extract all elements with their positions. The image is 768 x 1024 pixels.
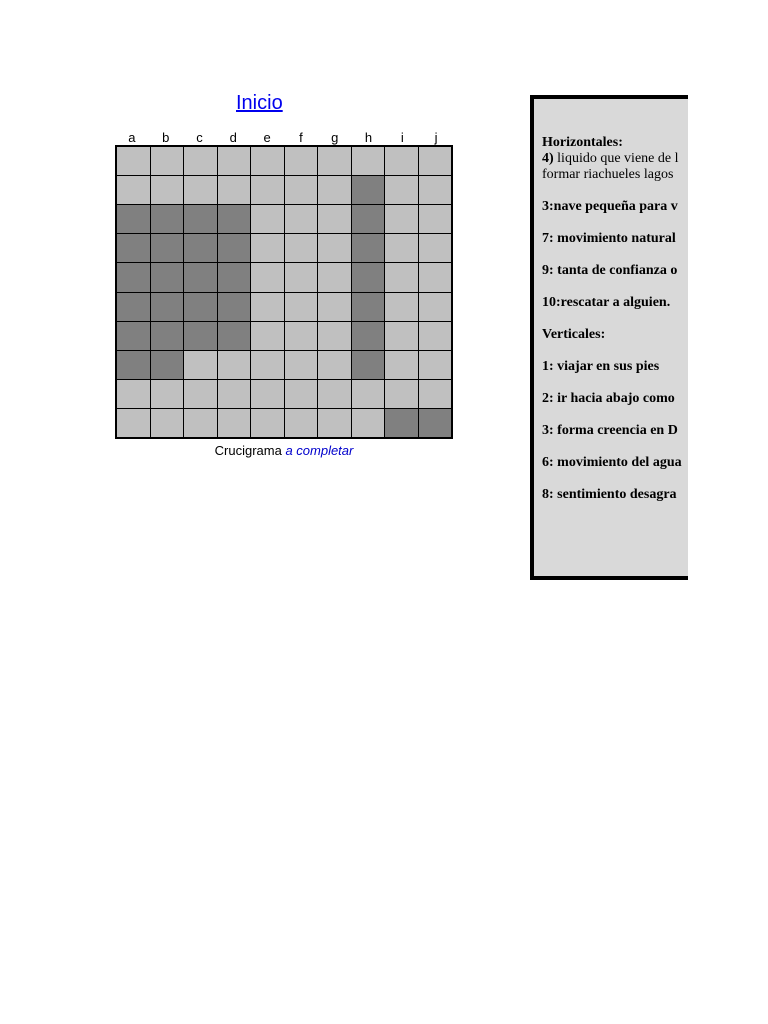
grid-cell [184, 147, 217, 175]
column-label: a [128, 130, 136, 145]
grid-cell [318, 205, 351, 233]
grid-cell [318, 263, 351, 291]
grid-cell [419, 293, 452, 321]
grid-cell-blocked [184, 322, 217, 350]
grid-cell [385, 176, 418, 204]
grid-cell-blocked [352, 263, 385, 291]
grid-cell-blocked [117, 205, 150, 233]
grid-cell [218, 380, 251, 408]
grid-cell-blocked [151, 205, 184, 233]
grid-cell [352, 147, 385, 175]
column-label: j [434, 130, 438, 145]
grid-cell-blocked [218, 293, 251, 321]
column-label: f [299, 130, 303, 145]
grid-cell [419, 147, 452, 175]
grid-cell [251, 147, 284, 175]
grid-cell-blocked [385, 409, 418, 437]
clue-horizontal: 9: tanta de confianza o [542, 263, 678, 278]
grid-cell-blocked [151, 263, 184, 291]
column-label: c [196, 130, 203, 145]
grid-cell [318, 322, 351, 350]
grid-cell-blocked [151, 234, 184, 262]
caption-text: Crucigrama [214, 443, 286, 458]
grid-cell [318, 176, 351, 204]
clues-panel [530, 95, 688, 580]
grid-cell [285, 351, 318, 379]
grid-cell [251, 205, 284, 233]
grid-cell [251, 322, 284, 350]
grid-cell-blocked [218, 205, 251, 233]
horizontal-heading: Horizontales: [542, 135, 623, 150]
column-label: b [162, 130, 170, 145]
grid-caption [115, 443, 453, 458]
clue-horizontal: 7: movimiento natural [542, 231, 676, 246]
grid-cell-blocked [218, 234, 251, 262]
grid-cell [251, 234, 284, 262]
grid-cell [385, 147, 418, 175]
grid-cell-blocked [184, 205, 217, 233]
clue-first-number: 4) [542, 151, 554, 166]
grid-cell-blocked [419, 409, 452, 437]
grid-cell [218, 409, 251, 437]
grid-cell-blocked [218, 322, 251, 350]
grid-cell-blocked [151, 351, 184, 379]
grid-cell-blocked [117, 351, 150, 379]
clue-first-line2: formar riachueles lagos [542, 167, 674, 182]
grid-cell [385, 351, 418, 379]
grid-cell [285, 263, 318, 291]
grid-cell [352, 409, 385, 437]
grid-cell [184, 409, 217, 437]
grid-cell [184, 176, 217, 204]
grid-cell [218, 147, 251, 175]
crossword-grid [115, 145, 453, 439]
grid-cell-blocked [184, 293, 217, 321]
grid-cell [285, 409, 318, 437]
grid-cell [419, 263, 452, 291]
grid-cell-blocked [184, 234, 217, 262]
grid-cell [385, 322, 418, 350]
grid-cell [251, 176, 284, 204]
clue-vertical: 6: movimiento del agua [542, 455, 682, 470]
grid-cell [117, 147, 150, 175]
column-label: d [229, 130, 237, 145]
grid-cell [117, 380, 150, 408]
grid-cell [385, 293, 418, 321]
grid-cell [218, 351, 251, 379]
grid-cell [318, 234, 351, 262]
grid-cell [318, 293, 351, 321]
home-link[interactable]: Inicio [236, 92, 283, 114]
grid-cell [318, 351, 351, 379]
grid-cell [385, 205, 418, 233]
grid-cell [251, 351, 284, 379]
grid-cell-blocked [352, 322, 385, 350]
grid-cell [117, 409, 150, 437]
grid-cell [285, 293, 318, 321]
grid-cell [419, 176, 452, 204]
grid-cell [419, 322, 452, 350]
grid-cell [285, 205, 318, 233]
grid-cell [151, 176, 184, 204]
grid-cell-blocked [184, 263, 217, 291]
grid-cell-blocked [151, 322, 184, 350]
clue-vertical: 3: forma creencia en D [542, 423, 678, 438]
clue-vertical: 8: sentimiento desagra [542, 487, 677, 502]
grid-cell [352, 380, 385, 408]
grid-cell [419, 234, 452, 262]
grid-cell [419, 205, 452, 233]
grid-cell [385, 263, 418, 291]
grid-cell [251, 293, 284, 321]
grid-cell [285, 380, 318, 408]
grid-cell-blocked [352, 234, 385, 262]
grid-cell [419, 351, 452, 379]
grid-cell-blocked [352, 176, 385, 204]
grid-cell [285, 147, 318, 175]
grid-cell [385, 380, 418, 408]
column-label: i [400, 130, 404, 145]
column-label: h [364, 130, 373, 145]
grid-cell [251, 380, 284, 408]
grid-cell-blocked [352, 351, 385, 379]
column-labels [115, 130, 453, 146]
grid-cell [385, 234, 418, 262]
clue-first-line1 [542, 151, 688, 167]
vertical-heading: Verticales: [542, 327, 606, 342]
grid-cell [285, 176, 318, 204]
caption-accent: a completar [285, 443, 354, 458]
grid-cell [184, 351, 217, 379]
grid-cell [151, 409, 184, 437]
grid-cell-blocked [352, 293, 385, 321]
grid-cell [251, 263, 284, 291]
grid-cell [251, 409, 284, 437]
column-label: g [331, 130, 339, 145]
clue-vertical: 2: ir hacia abajo como [542, 391, 675, 406]
grid-cell [151, 147, 184, 175]
grid-cell [318, 147, 351, 175]
column-label: e [263, 130, 271, 145]
grid-cell [419, 380, 452, 408]
grid-cell-blocked [117, 263, 150, 291]
grid-cell-blocked [117, 234, 150, 262]
grid-cell-blocked [218, 263, 251, 291]
grid-cell-blocked [117, 293, 150, 321]
clue-horizontal: 3:nave pequeña para v [542, 199, 678, 214]
grid-cell [117, 176, 150, 204]
grid-cell-blocked [151, 293, 184, 321]
grid-cell [318, 409, 351, 437]
grid-cell [151, 380, 184, 408]
grid-cell [285, 322, 318, 350]
grid-cell-blocked [117, 322, 150, 350]
clue-first-text: liquido que viene de l [553, 151, 679, 166]
clue-horizontal: 10:rescatar a alguien. [542, 295, 671, 310]
grid-cell [285, 234, 318, 262]
grid-cell-blocked [352, 205, 385, 233]
grid-cell [184, 380, 217, 408]
grid-cell [318, 380, 351, 408]
grid-cell [218, 176, 251, 204]
clue-vertical: 1: viajar en sus pies [542, 359, 660, 374]
